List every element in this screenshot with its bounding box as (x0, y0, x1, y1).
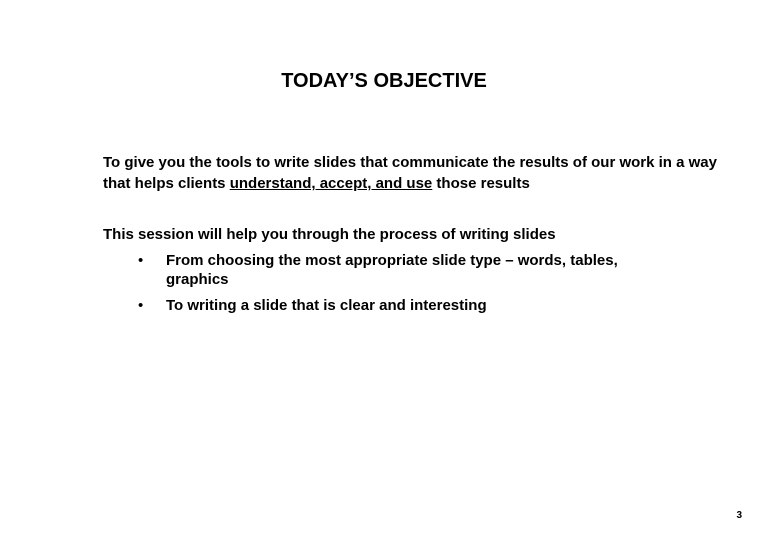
objective-text-end: those results (432, 175, 530, 192)
bullet-list (103, 251, 663, 322)
slide-title: TODAY’S OBJECTIVE (281, 70, 487, 92)
objective-paragraph (103, 152, 723, 194)
bullet-text: To writing a slide that is clear and interesting (166, 297, 487, 314)
bullet-icon: • (138, 297, 144, 314)
session-paragraph: This session will help you through the process of writing slides (103, 226, 556, 243)
bullet-icon: • (138, 252, 144, 269)
objective-text-start: To give you the tools to write slides that communicate the results of our work in a way that helps clients (103, 154, 717, 192)
page-number: 3 (736, 510, 742, 521)
bullet-text: From choosing the most appropriate slide type – words, tables, graphics (166, 252, 618, 288)
bullet-item (103, 251, 663, 289)
objective-emphasis: understand, accept, and use (229, 175, 433, 192)
bullet-item (103, 296, 663, 315)
